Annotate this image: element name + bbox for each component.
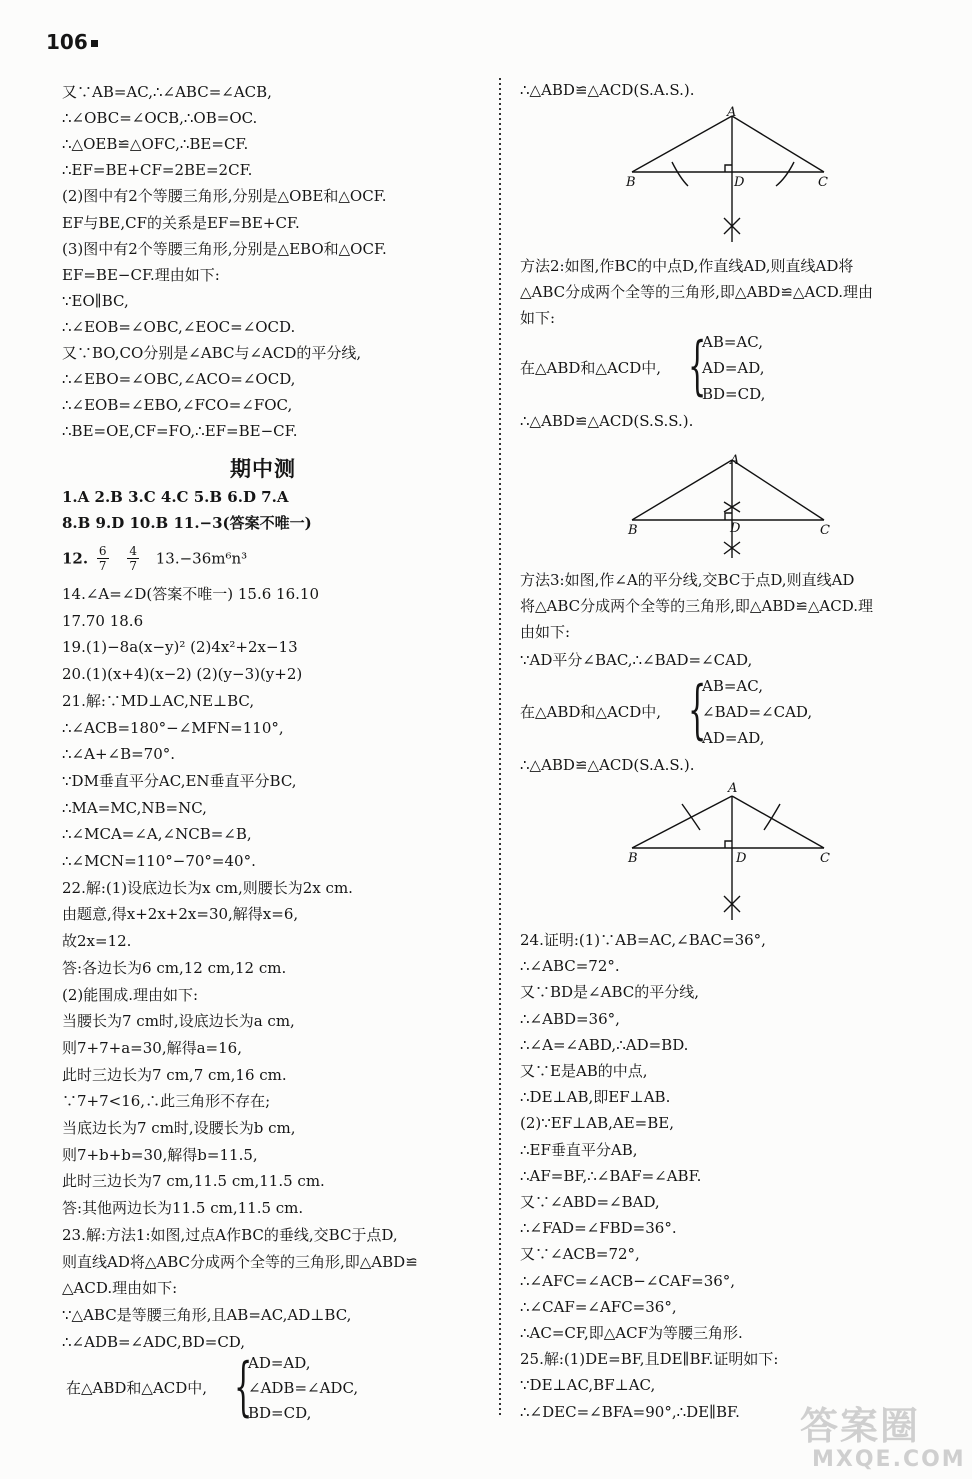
text-line: 20.(1)(x+4)(x−2) (2)(y−3)(y+2)	[62, 665, 303, 684]
text-line: ∴MA=MC,NB=NC,	[62, 798, 207, 817]
fraction-numerator: 6	[98, 544, 107, 558]
text-line: ∴DE⊥AB,即EF⊥AB.	[520, 1088, 671, 1107]
text-line: ∴BE=OE,CF=FO,∴EF=BE−CF.	[62, 422, 298, 441]
text-line: ∵DM垂直平分AC,EN垂直平分BC,	[62, 771, 297, 790]
text-line: ∴△ABD≌△ACD(S.S.S.).	[520, 412, 694, 430]
segment-ab	[632, 116, 732, 172]
text-line: ∵7+7<16,∴此三角形不存在;	[62, 1092, 271, 1111]
text-line: 当腰长为7 cm时,设底边长为a cm,	[62, 1012, 295, 1031]
text-line: ∴∠AFC=∠ACB−∠CAF=36°,	[520, 1271, 736, 1290]
brace-item: AD=AD,	[702, 359, 765, 377]
text-line: 如下:	[520, 309, 556, 327]
text-line: ∴△ABD≌△ACD(S.A.S.).	[520, 81, 695, 99]
segment-ac	[732, 460, 824, 520]
brace-item: ∠BAD=∠CAD,	[702, 703, 813, 721]
text-line: (2)图中有2个等腰三角形,分别是△OBE和△OCF.	[62, 187, 387, 206]
text-line: 答:各边长为6 cm,12 cm,12 cm.	[62, 958, 287, 977]
text-line: ∴∠EOB=∠EBO,∠FCO=∠FOC,	[62, 396, 293, 415]
text-line: 由如下:	[520, 623, 571, 641]
text-line: (2)∵EF⊥AB,AE=BE,	[520, 1114, 674, 1133]
label-d: D	[730, 521, 741, 536]
brace-glyph: {	[688, 329, 707, 403]
label-c: C	[818, 175, 828, 190]
text-line: 又∵BD是∠ABC的平分线,	[520, 983, 699, 1002]
fraction-denominator: 7	[98, 559, 107, 573]
right-angle-mark	[725, 841, 732, 848]
brace-glyph: {	[234, 1350, 253, 1424]
text-line: 又∵BO,CO分别是∠ABC与∠ACD的平分线,	[62, 344, 362, 362]
text-line: 由题意,得x+2x+2x=30,解得x=6,	[62, 905, 299, 924]
text-line: ∵DE⊥AC,BF⊥AC,	[520, 1376, 656, 1395]
text-line: ∴∠EBO=∠OBC,∠ACO=∠OCD,	[62, 370, 296, 389]
text-line: 此时三边长为7 cm,11.5 cm,11.5 cm.	[62, 1172, 325, 1191]
section-heading: 期中测	[230, 457, 296, 481]
brace-item: ∠ADB=∠ADC,	[248, 1379, 359, 1397]
text-line: ∴∠MCN=110°−70°=40°.	[62, 852, 256, 870]
text-line: EF=BE−CF.理由如下:	[62, 265, 220, 284]
text-line: ∴EF垂直平分AB,	[520, 1140, 638, 1159]
text-line: ∴∠ACB=180°−∠MFN=110°,	[62, 718, 284, 737]
label-b: B	[628, 851, 638, 866]
text-line: ∴∠ADB=∠ADC,BD=CD,	[62, 1332, 246, 1351]
construction-arc	[764, 804, 780, 830]
brace-prefix: 在△ABD和△ACD中,	[66, 1379, 208, 1397]
brace-item: AB=AC,	[702, 677, 763, 695]
label-b: B	[628, 523, 638, 538]
text-line: ∴∠OBC=∠OCB,∴OB=OC.	[62, 109, 258, 128]
text-line: 故2x=12.	[62, 932, 132, 951]
text-line: ∵AD平分∠BAC,∴∠BAD=∠CAD,	[520, 651, 753, 669]
text-line: 17.70 18.6	[62, 611, 144, 630]
construction-arc	[682, 804, 700, 830]
text-line: 又∵∠ABD=∠BAD,	[520, 1193, 660, 1211]
text-line: 将△ABC分成两个全等的三角形,即△ABD≌△ACD.理	[520, 597, 874, 615]
label-b: B	[626, 175, 636, 190]
right-angle-mark	[725, 165, 732, 172]
watermark-url: MXQE.COM	[812, 1447, 966, 1472]
label-a: A	[730, 453, 740, 468]
answer-12-13: 12. $\frac{6}{7}$ $\frac{4}{7}$ 13.−36m⁶n³	[62, 544, 248, 573]
segment-ab	[632, 796, 732, 848]
text-line: ∴∠CAF=∠AFC=36°,	[520, 1297, 677, 1316]
text-line: 答:其他两边长为11.5 cm,11.5 cm.	[62, 1199, 304, 1218]
fraction-numerator: 4	[129, 544, 137, 558]
text-line: ∵△ABC是等腰三角形,且AB=AC,AD⊥BC,	[62, 1305, 352, 1324]
brace-item: AD=AD,	[702, 729, 765, 747]
text-line: 14.∠A=∠D(答案不唯一) 15.6 16.10	[62, 585, 320, 603]
text-line: 方法3:如图,作∠A的平分线,交BC于点D,则直线AD	[520, 571, 855, 589]
label-d: D	[734, 175, 745, 190]
segment-ac	[732, 116, 824, 172]
text-line: ∵EO∥BC,	[62, 291, 129, 310]
label-c: C	[820, 523, 830, 538]
figure-method-2	[620, 446, 840, 566]
brace-item: BD=CD,	[702, 385, 766, 403]
text-line: ∴∠FAD=∠FBD=36°.	[520, 1219, 677, 1238]
text-line: 又∵E是AB的中点,	[520, 1062, 648, 1080]
text-line: 又∵∠ACB=72°,	[520, 1245, 640, 1264]
text-line: ∴△ABD≌△ACD(S.A.S.).	[520, 756, 695, 774]
text-line: 当底边长为7 cm时,设腰长为b cm,	[62, 1119, 296, 1137]
text-line: 则7+7+a=30,解得a=16,	[62, 1038, 242, 1057]
text-line: ∴AC=CF,即△ACF为等腰三角形.	[520, 1324, 743, 1342]
page-number: 106	[46, 30, 98, 54]
text-line: ∴∠DEC=∠BFA=90°,∴DE∥BF.	[520, 1402, 740, 1421]
construction-arc	[672, 162, 688, 186]
text-line: ∴EF=BE+CF=2BE=2CF.	[62, 161, 253, 180]
text-line: ∴△OEB≌△OFC,∴BE=CF.	[62, 135, 249, 154]
text-line: △ACD.理由如下:	[62, 1279, 178, 1298]
text-line: (2)能围成.理由如下:	[62, 985, 199, 1004]
answer-line: 1.A 2.B 3.C 4.C 5.B 6.D 7.A	[62, 488, 289, 506]
brace-prefix: 在△ABD和△ACD中,	[520, 703, 662, 721]
text-line: 22.解:(1)设底边长为x cm,则腰长为2x cm.	[62, 878, 353, 897]
figure-method-1	[620, 106, 840, 251]
text-line: ∴∠EOB=∠OBC,∠EOC=∠OCD.	[62, 317, 296, 336]
brace-item: AD=AD,	[248, 1354, 311, 1372]
text-line: 又∵AB=AC,∴∠ABC=∠ACB,	[62, 83, 272, 101]
brace-item: AB=AC,	[702, 333, 763, 351]
segment-ab	[632, 460, 732, 520]
proof-brace-1	[66, 1350, 366, 1425]
figure-method-3	[620, 778, 840, 928]
label-a: A	[727, 105, 737, 120]
text-line: 24.证明:(1)∵AB=AC,∠BAC=36°,	[520, 931, 766, 949]
text-line: 19.(1)−8a(x−y)² (2)4x²+2x−13	[62, 638, 298, 657]
text-line: 此时三边长为7 cm,7 cm,16 cm.	[62, 1065, 287, 1084]
text-line: ∴∠ABD=36°,	[520, 1009, 620, 1028]
text-line: 21.解:∵MD⊥AC,NE⊥BC,	[62, 691, 255, 710]
text-line: ∴∠A=∠ABD,∴AD=BD.	[520, 1035, 689, 1054]
brace-prefix: 在△ABD和△ACD中,	[520, 359, 662, 377]
text-line: 则7+b+b=30,解得b=11.5,	[62, 1145, 258, 1164]
brace-glyph: {	[688, 673, 707, 747]
text-line: ∴∠MCA=∠A,∠NCB=∠B,	[62, 825, 252, 844]
construction-arc	[776, 162, 794, 186]
text-line: EF与BE,CF的关系是EF=BE+CF.	[62, 213, 300, 232]
text-line: ∴∠A+∠B=70°.	[62, 745, 176, 764]
answer-line: 8.B 9.D 10.B 11.−3(答案不唯一)	[62, 514, 312, 532]
text-line: 方法2:如图,作BC的中点D,作直线AD,则直线AD将	[520, 257, 854, 275]
label-c: C	[820, 851, 830, 866]
fraction-denominator: 7	[129, 559, 137, 573]
text-line: 23.解:方法1:如图,过点A作BC的垂线,交BC于点D,	[62, 1225, 398, 1244]
text-line: △ABC分成两个全等的三角形,即△ABD≌△ACD.理由	[520, 283, 874, 301]
proof-brace-3	[520, 673, 840, 748]
watermark-logo: 答案圈	[800, 1404, 921, 1448]
column-divider	[499, 78, 501, 1418]
text-line: ∴∠ABC=72°.	[520, 957, 620, 976]
proof-brace-2	[520, 329, 820, 404]
brace-item: BD=CD,	[248, 1404, 312, 1422]
right-angle-mark	[725, 513, 732, 520]
text-line: 25.解:(1)DE=BF,且DE∥BF.证明如下:	[520, 1350, 779, 1369]
label-d: D	[736, 851, 747, 866]
text-line: (3)图中有2个等腰三角形,分别是△EBO和△OCF.	[62, 239, 387, 258]
text-line: 则直线AD将△ABC分成两个全等的三角形,即△ABD≌	[62, 1252, 418, 1271]
segment-ac	[732, 796, 824, 848]
text-line: ∴AF=BF,∴∠BAF=∠ABF.	[520, 1166, 702, 1185]
label-a: A	[728, 781, 738, 796]
